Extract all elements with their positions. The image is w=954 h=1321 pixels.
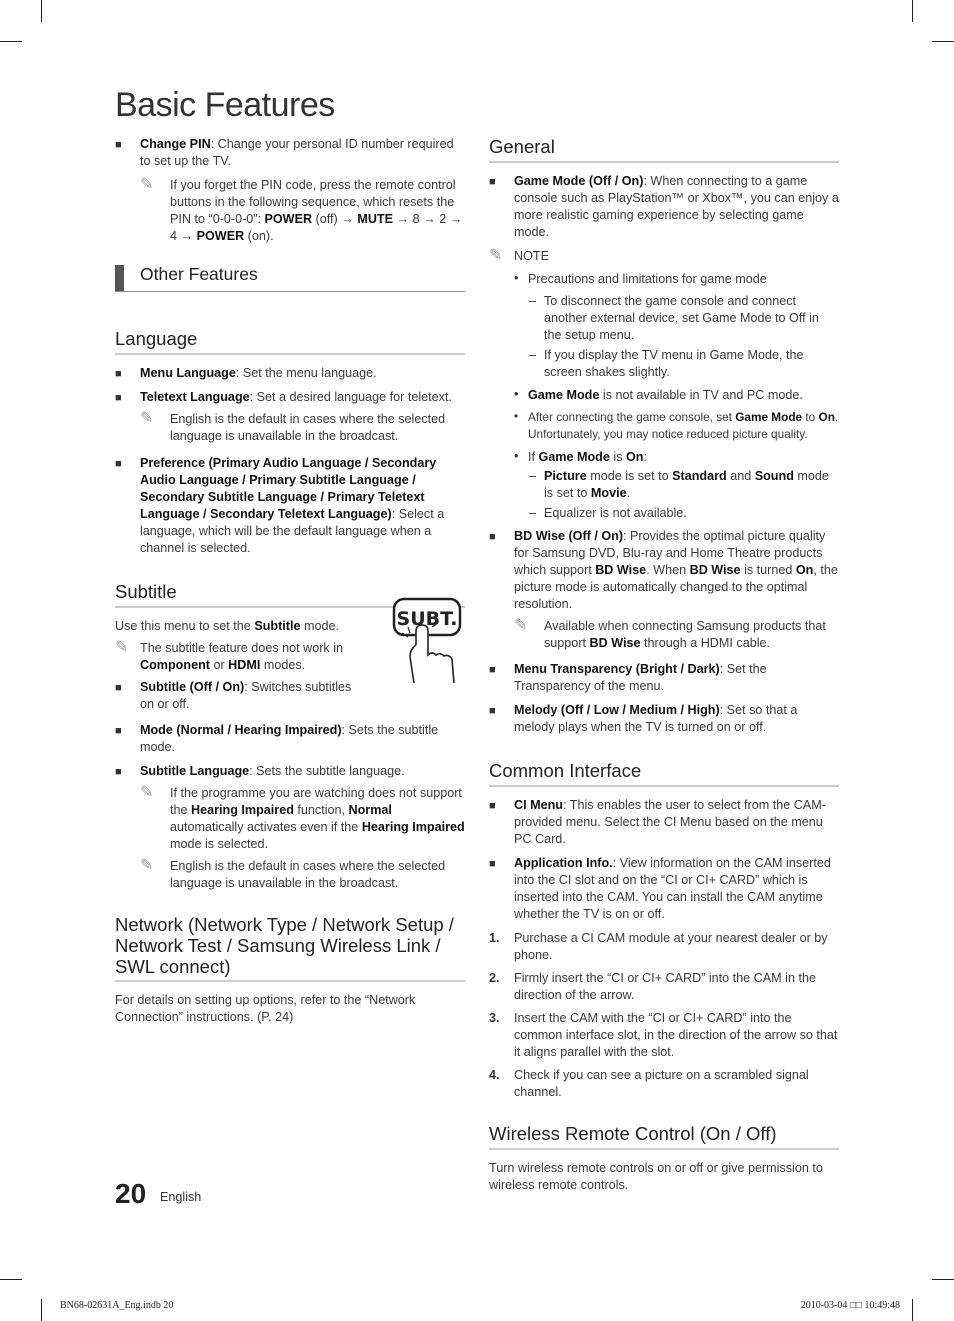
dash-bullet-icon: – [529, 294, 537, 308]
ci-step [489, 930, 839, 964]
step-text: Purchase a CI CAM module at your nearest dealer or by phone. [514, 931, 828, 962]
on-bold: On [625, 450, 644, 464]
note-text: automatically activates even if the [170, 820, 362, 834]
crop-mark [912, 0, 913, 22]
note-text: (on). [244, 229, 274, 243]
note-text: modes. [260, 658, 306, 672]
note-text: mode is selected. [170, 837, 269, 851]
application-info-label: Application Info. [514, 856, 613, 870]
subtitle-mode-text: : Sets the subtitle mode. [140, 723, 439, 754]
standard-bold: Standard [672, 469, 727, 483]
square-bullet-icon: ■ [489, 705, 496, 717]
normal-label: Normal [348, 803, 392, 817]
game-mode-text: : When connecting to a game console such as PlayStation™ or Xbox™, you can enjoy a more realistic gaming experience by selecting game mode. [514, 174, 839, 239]
console-text: . Unfortunately, you may notice reduced picture quality. [528, 410, 839, 441]
wireless-remote-text: Turn wireless remote controls on or off or give permission to wireless remote controls. [489, 1161, 823, 1192]
pencil-note-icon: ✎ [115, 639, 129, 656]
crop-mark [41, 1299, 42, 1321]
subtitle-onoff-text: : Switches subtitles on or off. [140, 680, 352, 711]
availability-text: is not available in TV and PC mode. [599, 388, 803, 402]
crop-mark [0, 41, 22, 42]
if-text: : [643, 450, 647, 464]
dot-bullet-icon: • [514, 387, 519, 401]
dash-item [529, 505, 839, 522]
wireless-remote-heading: Wireless Remote Control (On / Off) [489, 1123, 839, 1150]
game-mode-bold: Game Mode [528, 388, 600, 402]
game-mode-bold: Game Mode [538, 450, 610, 464]
step-number: 3. [489, 1011, 500, 1025]
melody-text: : Set so that a melody plays when the TV is turned on or off. [514, 703, 798, 734]
square-bullet-icon: ■ [115, 725, 122, 737]
bd-wise-bold: BD Wise [689, 563, 741, 577]
note-label: NOTE [514, 249, 549, 263]
page-language: English [160, 1190, 202, 1204]
step-text: Check if you can see a picture on a scrambled signal channel. [514, 1068, 809, 1099]
dash-bullet-icon: – [529, 469, 537, 483]
subtitle-language-item [115, 763, 465, 780]
ci-step [489, 970, 839, 1004]
on-bold: On [818, 410, 835, 424]
preference-item [115, 455, 465, 557]
melody-item [489, 702, 839, 736]
square-bullet-icon: ■ [115, 766, 122, 778]
pencil-note-icon: ✎ [140, 176, 154, 193]
imprint-right: 2010-03-04 □□ 10:49:48 [800, 1300, 900, 1311]
crop-mark [41, 0, 42, 22]
menu-language-text: : Set the menu language. [235, 366, 377, 380]
dash-text: mode is set to [586, 469, 673, 483]
dash-bullet-icon: – [529, 506, 537, 520]
dash-item [529, 347, 839, 381]
ci-step [489, 1067, 839, 1101]
subtitle-note [115, 640, 360, 674]
other-features-title: Other Features [140, 264, 258, 284]
square-bullet-icon: ■ [489, 858, 496, 870]
step-number: 4. [489, 1068, 500, 1082]
note-text: If the programme you are watching does not support the [170, 786, 462, 817]
intro-text: Use this menu to set the [115, 619, 255, 633]
note-text: → 8 → 2 → 4 → [170, 212, 463, 243]
menu-language-label: Menu Language [140, 366, 236, 380]
bd-text: : Provides the optimal picture quality for Samsung DVD, Blu-ray and Home Theatre products which support [514, 529, 826, 577]
component-label: Component [140, 658, 210, 672]
note-text: English is the default in cases where the selected language is unavailable in the broadcast. [170, 859, 446, 890]
subtitle-onoff-item [115, 679, 360, 713]
network-text: For details on setting up options, refer to the “Network Connection” instructions. (P. 24) [115, 993, 416, 1024]
application-info-item [489, 855, 839, 923]
step-text: Insert the CAM with the “CI or CI+ CARD” into the common interface slot, in the direction of the arrow so that it aligns parallel with the slot. [514, 1011, 838, 1059]
melody-label: Melody (Off / Low / Medium / High) [514, 703, 720, 717]
imprint-left: BN68-02631A_Eng.indb 20 [60, 1300, 174, 1311]
teletext-language-label: Teletext Language [140, 390, 250, 404]
hdmi-label: HDMI [228, 658, 261, 672]
square-bullet-icon: ■ [115, 139, 122, 151]
ci-menu-item [489, 797, 839, 848]
pencil-note-icon: ✎ [140, 784, 154, 801]
square-bullet-icon: ■ [489, 664, 496, 676]
square-bullet-icon: ■ [115, 458, 122, 470]
dash-text: . [626, 486, 631, 500]
hearing-impaired-label: Hearing Impaired [361, 820, 465, 834]
bd-text: . When [646, 563, 690, 577]
subtitle-heading: Subtitle [115, 581, 465, 608]
change-pin-note [140, 177, 465, 245]
crop-mark [932, 41, 954, 42]
game-mode-on-item [514, 449, 839, 466]
dash-item [529, 293, 839, 344]
bd-text: is turned [740, 563, 796, 577]
subtitle-language-label: Subtitle Language [140, 764, 250, 778]
power-label: POWER [264, 212, 313, 226]
square-bullet-icon: ■ [115, 368, 122, 380]
dash-text: mode is set to [544, 469, 829, 500]
subtitle-language-text: : Sets the subtitle language. [249, 764, 405, 778]
subt-button-label: SUBT. [396, 608, 458, 630]
subtitle-intro [115, 618, 385, 635]
game-console-item [514, 409, 839, 443]
game-mode-item [489, 173, 839, 241]
crop-mark [932, 1279, 954, 1280]
section-bar [115, 265, 124, 291]
dash-text: Equalizer is not available. [544, 506, 687, 520]
menu-transparency-item [489, 661, 839, 695]
dash-text: To disconnect the game console and connect another external device, set Game Mode to Off in the setup menu. [544, 294, 819, 342]
note-text: function, [293, 803, 349, 817]
precautions-text: Precautions and limitations for game mode [528, 272, 767, 286]
on-bold: On [795, 563, 814, 577]
subtitle-mode-item [115, 722, 465, 756]
sound-bold: Sound [754, 469, 794, 483]
menu-transparency-label: Menu Transparency (Bright / Dark) [514, 662, 720, 676]
game-mode-label: Game Mode (Off / On) [514, 174, 644, 188]
dot-bullet-icon: • [514, 271, 519, 285]
menu-language-item [115, 365, 465, 382]
hearing-impaired-label: Hearing Impaired [191, 803, 294, 817]
teletext-language-item [115, 389, 465, 406]
menu-transparency-text: : Set the Transparency of the menu. [514, 662, 767, 693]
common-interface-heading: Common Interface [489, 760, 839, 787]
ci-step [489, 1010, 839, 1061]
preference-label: Preference (Primary Audio Language / Secondary Audio Language / Primary Subtitle Language / Secondary Subtitle Language / Primary Teletext Language / Secondary Teletext Language) [140, 456, 437, 521]
note-text: If you forget the PIN code, press the remote control buttons in the following sequence, which resets the PIN to “0-0-0-0”: [170, 178, 456, 226]
application-info-text: : View information on the CAM inserted into the CI slot and on the “CI or CI+ CARD” which is inserted into the CAM. You can install the CAM anytime whether the TV is on or off. [514, 856, 831, 921]
bd-wise-bold: BD Wise [595, 563, 647, 577]
square-bullet-icon: ■ [115, 392, 122, 404]
note-text: The subtitle feature does not work in [140, 641, 344, 655]
pencil-note-icon: ✎ [140, 857, 154, 874]
bd-wise-note [514, 618, 839, 652]
step-number: 1. [489, 931, 500, 945]
dot-bullet-icon: • [514, 409, 519, 423]
dash-text: If you display the TV menu in Game Mode, the screen shakes slightly. [544, 348, 804, 379]
note-text: (off) → [312, 212, 358, 226]
subtitle-bold: Subtitle [254, 619, 301, 633]
movie-bold: Movie [590, 486, 627, 500]
square-bullet-icon: ■ [489, 800, 496, 812]
step-number: 2. [489, 971, 500, 985]
bd-text: , the picture mode is automatically changed to the optimal resolution. [514, 563, 838, 611]
language-heading: Language [115, 328, 465, 355]
if-text: is [609, 450, 626, 464]
precautions-item [514, 271, 839, 288]
teletext-note [140, 411, 465, 445]
change-pin-item [115, 136, 465, 170]
page-title: Basic Features [115, 86, 335, 124]
page-number: 20 [115, 1178, 147, 1209]
picture-bold: Picture [544, 469, 587, 483]
note-text: English is the default in cases where the selected language is unavailable in the broadcast. [170, 412, 446, 443]
dash-bullet-icon: – [529, 348, 537, 362]
power-label: POWER [196, 229, 245, 243]
game-mode-availability-item [514, 387, 839, 404]
ci-menu-text: : This enables the user to select from the CAM-provided menu. Select the CI Menu based on the menu PC Card. [514, 798, 826, 846]
ci-menu-label: CI Menu [514, 798, 563, 812]
note-text: through a HDMI cable. [640, 636, 770, 650]
dot-bullet-icon: • [514, 449, 519, 463]
game-mode-bold: Game Mode [735, 410, 803, 424]
crop-mark [0, 1279, 22, 1280]
dash-item [529, 468, 839, 502]
teletext-language-text: : Set a desired language for teletext. [249, 390, 452, 404]
subtitle-default-note [140, 858, 465, 892]
general-heading: General [489, 136, 839, 163]
crop-mark [912, 1299, 913, 1321]
left-column [115, 136, 465, 1026]
change-pin-text: : Change your personal ID number required to set up the TV. [140, 137, 454, 168]
note-text: Available when connecting Samsung products that support [544, 619, 826, 650]
change-pin-label: Change PIN [140, 137, 211, 151]
square-bullet-icon: ■ [489, 531, 496, 543]
console-text: to [802, 410, 819, 424]
game-note [489, 248, 839, 265]
other-features-header [115, 263, 465, 292]
intro-text: mode. [300, 619, 340, 633]
note-text: or [209, 658, 229, 672]
network-heading: Network (Network Type / Network Setup / Network Test / Samsung Wireless Link / SWL connect) [115, 914, 465, 982]
subtitle-mode-label: Mode (Normal / Hearing Impaired) [140, 723, 342, 737]
bd-wise-label: BD Wise (Off / On) [514, 529, 624, 543]
if-text: If [528, 450, 539, 464]
subt-button-hand-icon [392, 597, 464, 687]
dash-text: and [726, 469, 755, 483]
pencil-note-icon: ✎ [140, 410, 154, 427]
step-text: Firmly insert the “CI or CI+ CARD” into the CAM in the direction of the arrow. [514, 971, 816, 1002]
pencil-note-icon: ✎ [514, 617, 528, 634]
square-bullet-icon: ■ [489, 176, 496, 188]
pencil-note-icon: ✎ [489, 247, 503, 264]
bd-wise-item [489, 528, 839, 613]
bd-wise-bold: BD Wise [589, 636, 641, 650]
console-text: After connecting the game console, set [528, 410, 736, 424]
mute-label: MUTE [357, 212, 394, 226]
square-bullet-icon: ■ [115, 682, 122, 694]
preference-text: : Select a language, which will be the default language when a channel is selected. [140, 507, 445, 555]
subtitle-onoff-label: Subtitle (Off / On) [140, 680, 245, 694]
hearing-impaired-note [140, 785, 465, 853]
right-column [489, 136, 839, 1194]
